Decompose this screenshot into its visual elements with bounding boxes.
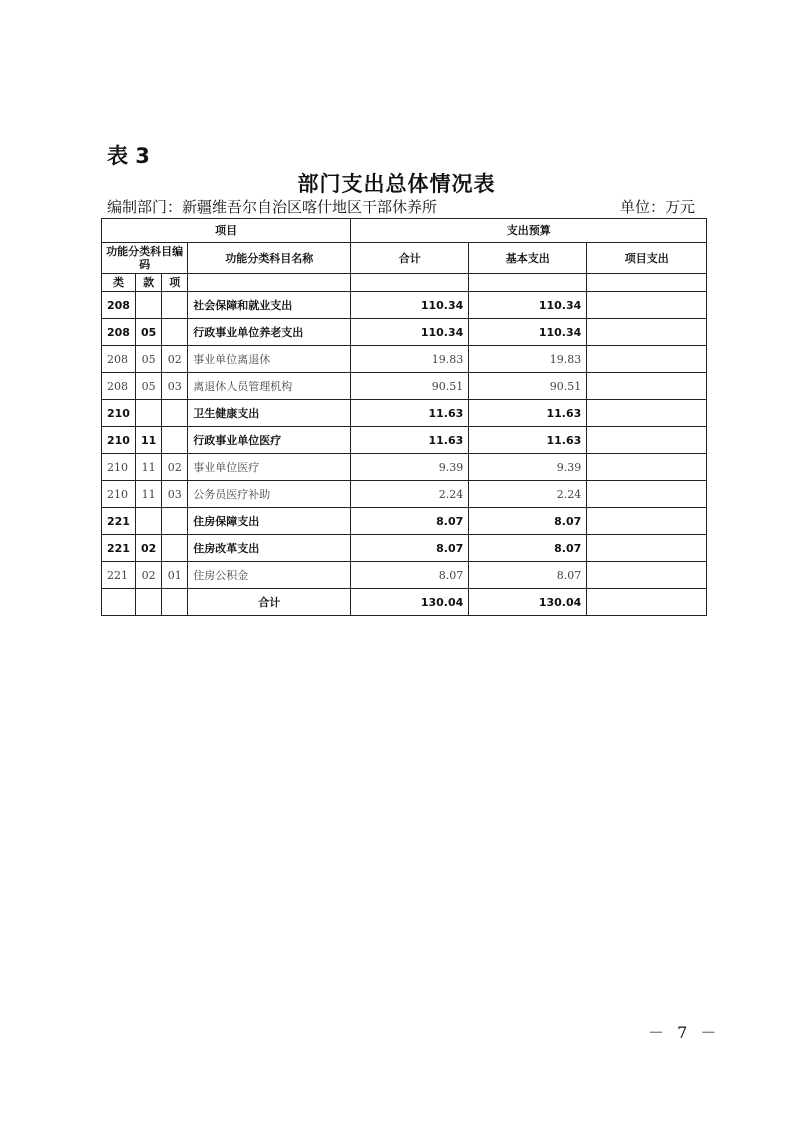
table-row <box>102 454 707 481</box>
lei-cell: 208 <box>102 346 136 373</box>
project-cell <box>587 373 707 400</box>
basic-cell: 110.34 <box>469 292 587 319</box>
project-cell <box>587 427 707 454</box>
table-row <box>102 292 707 319</box>
lei-cell: 221 <box>102 508 136 535</box>
table-row <box>102 427 707 454</box>
project-cell <box>587 481 707 508</box>
empty-cell <box>188 274 351 292</box>
name-cell: 住房保障支出 <box>188 508 351 535</box>
project-column-header: 项目支出 <box>587 243 707 274</box>
kuan-cell: 11 <box>135 427 161 454</box>
xiang-subheader: 项 <box>162 274 188 292</box>
kuan-cell <box>135 292 161 319</box>
kuan-cell: 02 <box>135 535 161 562</box>
basic-cell: 11.63 <box>469 427 587 454</box>
unit-label: 单位：万元 <box>619 198 695 216</box>
xiang-cell: 03 <box>162 481 188 508</box>
project-cell <box>587 346 707 373</box>
kuan-cell: 05 <box>135 346 161 373</box>
table-row <box>102 319 707 346</box>
total-cell: 110.34 <box>351 292 469 319</box>
lei-cell: 210 <box>102 454 136 481</box>
name-cell: 离退休人员管理机构 <box>188 373 351 400</box>
table-row <box>102 400 707 427</box>
empty-cell <box>469 274 587 292</box>
project-cell <box>587 562 707 589</box>
kuan-cell: 02 <box>135 562 161 589</box>
code-subheader-row <box>102 274 707 292</box>
total-cell: 8.07 <box>351 508 469 535</box>
empty-cell <box>587 274 707 292</box>
total-cell: 19.83 <box>351 346 469 373</box>
lei-cell: 210 <box>102 400 136 427</box>
project-cell <box>587 400 707 427</box>
compiling-department: 编制部门：新疆维吾尔自治区喀什地区干部休养所 <box>107 198 438 216</box>
basic-cell: 11.63 <box>469 400 587 427</box>
project-cell <box>587 508 707 535</box>
lei-cell: 210 <box>102 481 136 508</box>
lei-cell: 221 <box>102 535 136 562</box>
project-cell <box>587 535 707 562</box>
project-group-header: 项目 <box>102 219 351 243</box>
xiang-cell <box>162 400 188 427</box>
lei-cell: 208 <box>102 319 136 346</box>
table-row <box>102 373 707 400</box>
kuan-cell <box>135 400 161 427</box>
project-cell <box>587 292 707 319</box>
empty-cell <box>102 589 136 616</box>
table-row <box>102 481 707 508</box>
name-cell: 住房公积金 <box>188 562 351 589</box>
total-cell: 8.07 <box>351 535 469 562</box>
table-row <box>102 346 707 373</box>
basic-cell: 19.83 <box>469 346 587 373</box>
xiang-cell <box>162 535 188 562</box>
basic-column-header: 基本支出 <box>469 243 587 274</box>
name-cell: 事业单位医疗 <box>188 454 351 481</box>
kuan-cell: 05 <box>135 319 161 346</box>
lei-cell: 210 <box>102 427 136 454</box>
total-cell: 8.07 <box>351 562 469 589</box>
xiang-cell: 02 <box>162 346 188 373</box>
xiang-cell <box>162 508 188 535</box>
kuan-cell: 11 <box>135 481 161 508</box>
name-cell: 事业单位离退休 <box>188 346 351 373</box>
name-column-header: 功能分类科目名称 <box>188 243 351 274</box>
basic-cell: 90.51 <box>469 373 587 400</box>
basic-cell: 8.07 <box>469 562 587 589</box>
basic-cell: 2.24 <box>469 481 587 508</box>
xiang-cell: 03 <box>162 373 188 400</box>
name-cell: 住房改革支出 <box>188 535 351 562</box>
page-number: － 7 － <box>648 1023 721 1042</box>
name-cell: 社会保障和就业支出 <box>188 292 351 319</box>
total-cell: 9.39 <box>351 454 469 481</box>
lei-cell: 221 <box>102 562 136 589</box>
expenditure-group-header: 支出预算 <box>351 219 707 243</box>
total-cell: 110.34 <box>351 319 469 346</box>
total-row-label: 合计 <box>188 589 351 616</box>
code-column-header: 功能分类科目编码 <box>102 243 188 274</box>
project-cell <box>587 454 707 481</box>
xiang-cell: 01 <box>162 562 188 589</box>
basic-cell: 8.07 <box>469 535 587 562</box>
name-cell: 卫生健康支出 <box>188 400 351 427</box>
kuan-subheader: 款 <box>135 274 161 292</box>
total-row <box>102 589 707 616</box>
name-cell: 行政事业单位养老支出 <box>188 319 351 346</box>
xiang-cell: 02 <box>162 454 188 481</box>
table-row <box>102 562 707 589</box>
basic-cell: 110.34 <box>469 319 587 346</box>
table-column-header-row <box>102 243 707 274</box>
total-cell: 11.63 <box>351 427 469 454</box>
table-number-label: 表 3 <box>107 144 150 168</box>
project-cell <box>587 319 707 346</box>
name-cell: 行政事业单位医疗 <box>188 427 351 454</box>
table-group-header-row <box>102 219 707 243</box>
basic-total-cell: 130.04 <box>469 589 587 616</box>
empty-cell <box>162 589 188 616</box>
empty-cell <box>135 589 161 616</box>
kuan-cell <box>135 508 161 535</box>
kuan-cell: 05 <box>135 373 161 400</box>
total-cell: 11.63 <box>351 400 469 427</box>
table-row <box>102 508 707 535</box>
xiang-cell <box>162 292 188 319</box>
page-title: 部门支出总体情况表 <box>297 172 496 196</box>
grand-total-cell: 130.04 <box>351 589 469 616</box>
total-cell: 90.51 <box>351 373 469 400</box>
total-cell: 2.24 <box>351 481 469 508</box>
basic-cell: 8.07 <box>469 508 587 535</box>
basic-cell: 9.39 <box>469 454 587 481</box>
lei-cell: 208 <box>102 292 136 319</box>
name-cell: 公务员医疗补助 <box>188 481 351 508</box>
kuan-cell: 11 <box>135 454 161 481</box>
expenditure-table <box>101 218 707 616</box>
xiang-cell <box>162 319 188 346</box>
lei-subheader: 类 <box>102 274 136 292</box>
project-total-cell <box>587 589 707 616</box>
xiang-cell <box>162 427 188 454</box>
lei-cell: 208 <box>102 373 136 400</box>
table-row <box>102 535 707 562</box>
empty-cell <box>351 274 469 292</box>
total-column-header: 合计 <box>351 243 469 274</box>
